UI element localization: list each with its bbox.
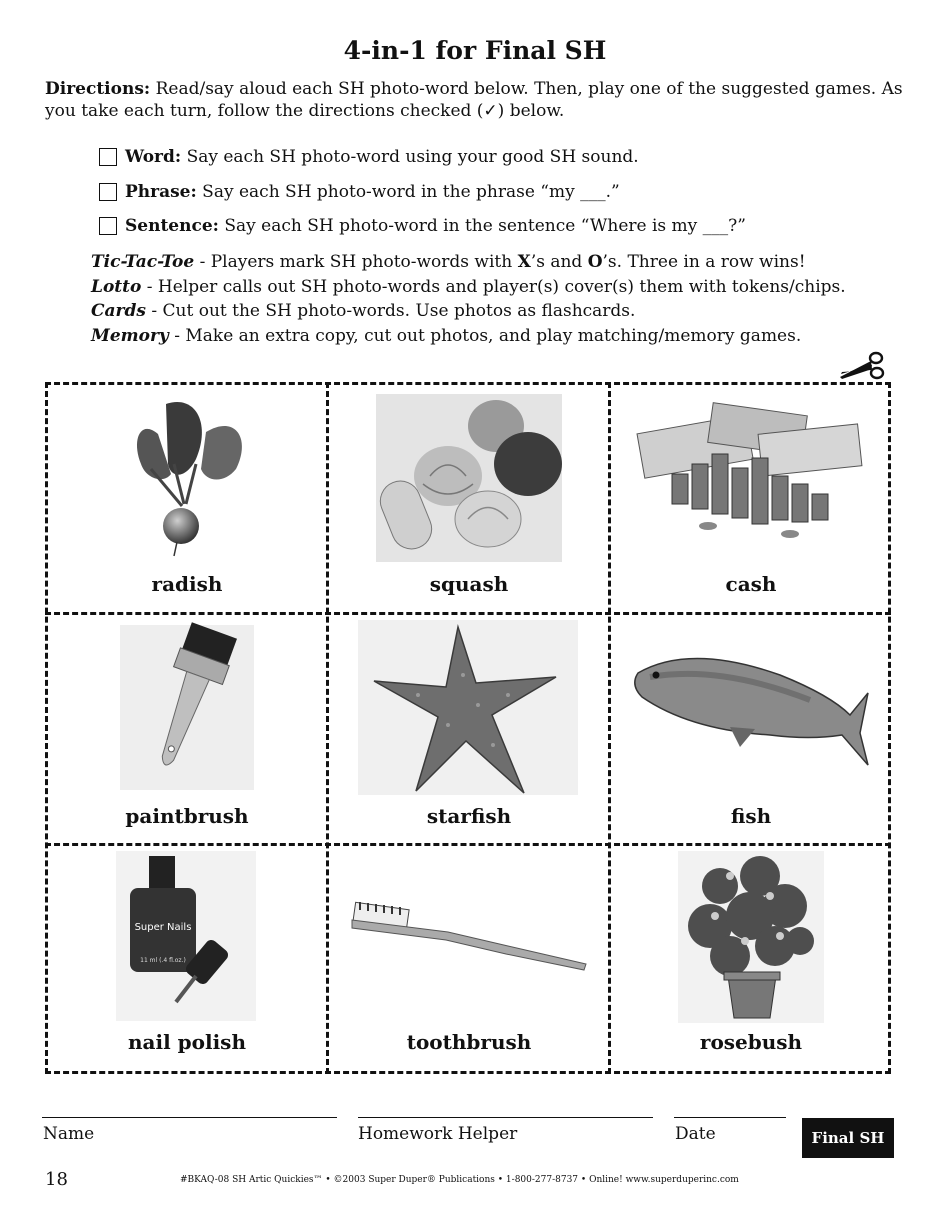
nail-polish-brand: Super Nails (134, 922, 192, 933)
card-word: rosebush (699, 1030, 803, 1054)
option-phrase (99, 181, 620, 203)
option-word (99, 146, 639, 168)
game-desc: - Helper calls out SH photo-words and player(s) cover(s) them with tokens/chips. (141, 276, 846, 297)
game-name: Tic-Tac-Toe (91, 252, 195, 272)
option-word-label: Word: (125, 147, 182, 167)
cash-photo (610, 384, 892, 564)
starfish-photo (328, 615, 610, 795)
game-lotto (91, 275, 931, 300)
name-line[interactable] (42, 1117, 337, 1118)
date-line[interactable] (674, 1117, 786, 1118)
game-name: Lotto (91, 276, 142, 297)
final-sh-badge: Final SH (802, 1118, 894, 1158)
card-fish[interactable] (610, 615, 892, 843)
game-cards (91, 299, 931, 324)
card-word: fish (730, 804, 772, 828)
checkbox-word[interactable] (99, 148, 117, 166)
card-word: squash (429, 572, 509, 596)
helper-line[interactable] (358, 1117, 653, 1118)
option-sentence-text: Say each SH photo-word in the sentence “Where is my ___?” (218, 216, 746, 236)
rosebush-photo (610, 846, 892, 1026)
fish-photo (610, 615, 892, 795)
card-word: cash (725, 572, 777, 596)
footer-copyright: #BKAQ-08 SH Artic Quickies™ • ©2003 Super Duper® Publications • 1-800-277-8737 • Online! www.superduperinc.com (180, 1175, 739, 1185)
card-word: starfish (426, 804, 512, 828)
game-o: O (587, 252, 603, 272)
option-sentence-label: Sentence: (125, 216, 219, 236)
card-rosebush[interactable] (610, 846, 892, 1074)
game-desc: - Cut out the SH photo-words. Use photos as flashcards. (145, 301, 636, 322)
name-label: Name (43, 1124, 95, 1144)
game-name: Cards (91, 301, 146, 322)
card-toothbrush[interactable] (328, 846, 610, 1074)
helper-label: Homework Helper (358, 1124, 518, 1144)
card-word: toothbrush (406, 1030, 532, 1054)
directions-label: Directions: (45, 79, 151, 99)
game-desc: - Make an extra copy, cut out photos, and play matching/memory games. (168, 325, 802, 346)
card-squash[interactable] (328, 384, 610, 612)
game-desc: ’s. Three in a row wins! (602, 252, 806, 272)
game-name: Memory (91, 325, 169, 346)
card-nail-polish[interactable] (46, 846, 328, 1074)
card-starfish[interactable] (328, 615, 610, 843)
option-word-text: Say each SH photo-word using your good SH sound. (181, 147, 639, 167)
scissors-icon (836, 348, 888, 384)
card-radish[interactable] (46, 384, 328, 612)
squash-photo (328, 384, 610, 564)
page-title: 4-in-1 for Final SH (343, 36, 607, 65)
checkbox-phrase[interactable] (99, 183, 117, 201)
option-phrase-label: Phrase: (125, 182, 197, 202)
directions (45, 78, 905, 122)
game-x: X (517, 252, 531, 272)
directions-text: Read/say aloud each SH photo-word below. Then, play one of the suggested games. As you take each turn, follow the directions checked (✓) below. (45, 79, 903, 121)
game-memory (91, 324, 931, 349)
card-word: radish (151, 572, 223, 596)
game-tic-tac-toe (91, 250, 931, 275)
paintbrush-photo (46, 615, 328, 795)
nail-polish-photo (46, 846, 328, 1026)
toothbrush-photo (328, 846, 610, 1026)
card-word: paintbrush (125, 804, 249, 828)
card-cash[interactable] (610, 384, 892, 612)
nail-polish-volume: 11 ml (.4 fl.oz.) (140, 957, 186, 964)
card-paintbrush[interactable] (46, 615, 328, 843)
option-phrase-text: Say each SH photo-word in the phrase “my ___.” (196, 182, 620, 202)
card-word: nail polish (128, 1030, 246, 1054)
date-label: Date (675, 1124, 716, 1144)
option-sentence (99, 215, 746, 237)
game-list (91, 250, 931, 348)
game-desc: ’s and (530, 252, 588, 272)
checkbox-sentence[interactable] (99, 217, 117, 235)
radish-photo (46, 384, 328, 564)
page-number: 18 (45, 1169, 68, 1190)
game-desc: - Players mark SH photo-words with (194, 252, 518, 272)
